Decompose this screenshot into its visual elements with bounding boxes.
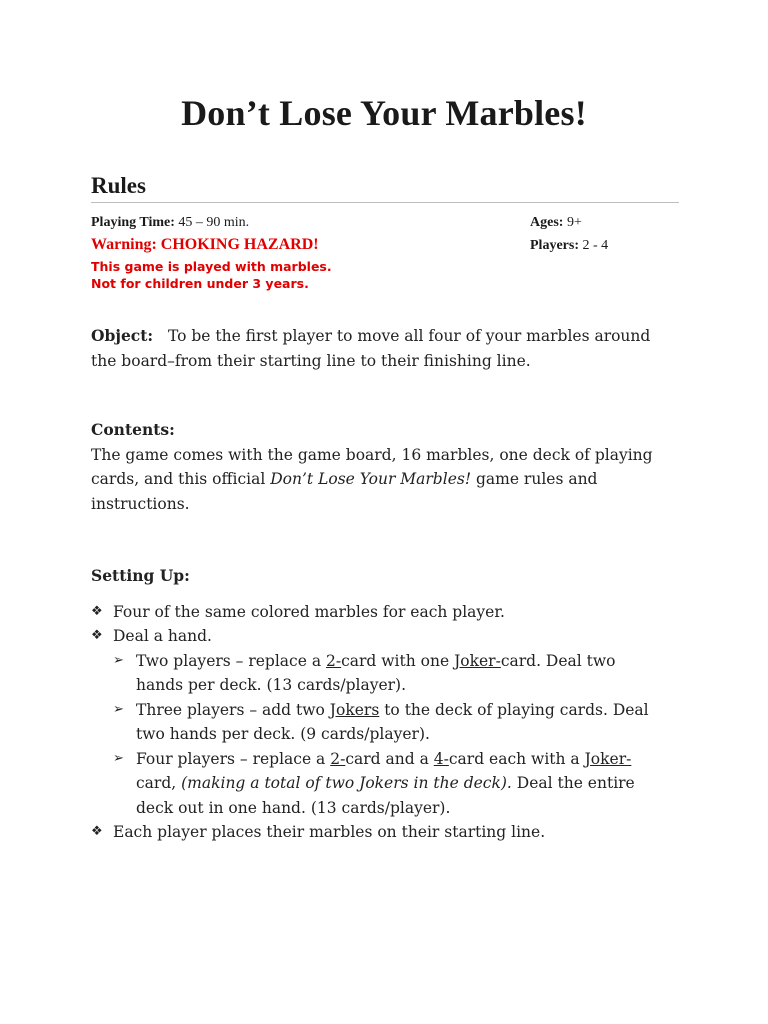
arrow-bullet-icon: ➢	[113, 652, 124, 668]
sub-item-text: deck out in one hand. (13 cards/player).	[136, 798, 451, 817]
players-label: Players:	[530, 238, 579, 253]
game-title-italic: Don’t Lose Your Marbles!	[270, 470, 472, 488]
contents-line: The game comes with the game board, 16 marbles, one deck of playing	[91, 445, 653, 464]
sub-list-item	[91, 649, 681, 698]
diamond-bullet-icon: ❖	[91, 603, 103, 619]
underlined-term: Joker-	[454, 651, 501, 670]
sub-item-text: Two players – replace a	[136, 651, 326, 670]
list-item-text: Deal a hand.	[113, 627, 212, 645]
warning-text	[91, 258, 332, 292]
sub-item-text: card with one	[341, 651, 455, 670]
players-value: 2 - 4	[582, 238, 609, 253]
ages	[530, 215, 582, 231]
sub-item-text: card and a	[345, 749, 434, 768]
list-item	[91, 624, 681, 649]
contents-line: instructions.	[91, 494, 190, 513]
underlined-term: 2-	[330, 749, 346, 768]
setting-up-label: Setting Up:	[91, 566, 190, 585]
arrow-bullet-icon: ➢	[113, 701, 124, 717]
diamond-bullet-icon: ❖	[91, 628, 103, 643]
contents-section	[91, 418, 681, 516]
underlined-term: Jokers	[329, 700, 380, 719]
object-section	[91, 324, 681, 373]
object-line	[91, 324, 681, 349]
sub-item-text: Deal the entire	[511, 774, 635, 792]
warning-line: This game is played with marbles.	[91, 259, 332, 274]
list-item	[91, 820, 681, 845]
page-title: Don’t Lose Your Marbles!	[181, 93, 587, 133]
sub-item-text: card. Deal two	[500, 651, 616, 670]
contents-text: cards, and this official	[91, 470, 271, 488]
setting-up-section	[91, 564, 681, 845]
sub-item-text: card,	[136, 774, 182, 792]
diamond-bullet-icon: ❖	[91, 824, 103, 839]
list-item-text: Each player places their marbles on their starting line.	[113, 823, 546, 841]
underlined-term: Joker-	[584, 749, 632, 768]
sub-item-text: Four players – replace a	[136, 749, 331, 768]
sub-item-text: hands per deck. (13 cards/player).	[136, 676, 407, 694]
object-text: To be the first player to move all four of your marbles around	[167, 327, 651, 345]
heading-divider	[91, 202, 679, 203]
sub-list-item	[91, 747, 681, 821]
ages-label: Ages:	[530, 215, 564, 230]
list-item-text: Four of the same colored marbles for each player.	[113, 602, 505, 621]
sub-list-item	[91, 698, 681, 747]
ages-value: 9+	[566, 215, 582, 230]
list-item	[91, 600, 681, 625]
warning-title: Warning: CHOKING HAZARD!	[91, 236, 319, 253]
contents-label: Contents:	[91, 420, 175, 439]
rules-heading: Rules	[91, 173, 146, 198]
playing-time-value: 45 – 90 min.	[178, 215, 250, 230]
sub-item-text: card each with a	[448, 749, 585, 768]
sub-item-text: Three players – add two	[136, 700, 330, 719]
players	[530, 238, 608, 254]
object-label: Object:	[91, 326, 154, 345]
playing-time-label: Playing Time:	[91, 215, 175, 230]
italic-note: (making a total of two Jokers in the deck).	[181, 774, 512, 792]
underlined-term: 4-	[433, 749, 449, 768]
playing-time	[91, 215, 249, 231]
sub-item-text: two hands per deck. (9 cards/player).	[136, 725, 430, 743]
sub-item-text: to the deck of playing cards. Deal	[379, 700, 649, 719]
object-line: the board–from their starting line to their finishing line.	[91, 351, 531, 370]
warning-line: Not for children under 3 years.	[91, 276, 309, 291]
arrow-bullet-icon: ➢	[113, 750, 124, 766]
underlined-term: 2-	[325, 651, 342, 670]
contents-line	[91, 467, 681, 492]
contents-text: game rules and	[471, 470, 598, 488]
setup-list	[91, 600, 681, 845]
